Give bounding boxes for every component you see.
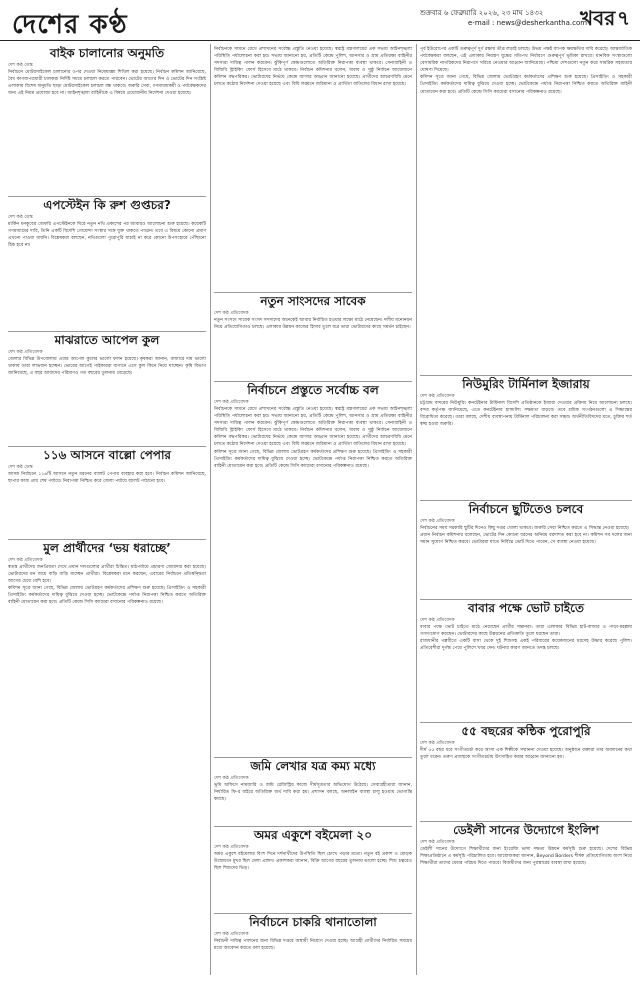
article-temp [214,915,412,975]
article-body: জেলার বিভিন্ন উপজেলায় এবার আপেল কুলের ভালো ফলন হয়েছে। কৃষকরা জানান, বাজারে দাম ভালো থাকায় তারা লাভবান হচ্ছেন। ভোরের আগেই পাইকাররা বাগানে এসে কুল কিনে নিয়ে যাচ্ছেন। কৃষি বিভাগ জানিয়েছে, এ বছর আবাদের পরিমাণও গত বছরের তুলনায় বেড়েছে। [8,357,206,377]
article-votehelp [8,541,206,975]
article-headline: নির্বাচনে প্রস্তুতে সর্বোচ্চ বল [247,383,379,397]
article-top-right [420,46,632,374]
article-tunnel [420,377,632,499]
article-reporter: দেশ কণ্ঠ প্রতিবেদক [420,519,455,524]
article-body: নির্বাচনকে সামনে রেখে প্রশাসনের সর্বোচ্চ প্রস্তুতি নেওয়া হয়েছে। স্বরাষ্ট্র মন্ত্রণালয়ের এক সভায় আইনশৃঙ্খলা পরিস্থিতি পর্যালোচনা করা হয়। সভায় জানানো হয়, প্রতিটি কেন্দ্রে পুলিশ, আনসার ও গ্রাম প্রতিরক্ষা বাহিনীর সদস্যরা দায়িত্ব পালন করবেন। ঝুঁকিপূর্ণ কেন্দ্রগুলোতে অতিরিক্ত নিরাপত্তা ব্যবস্থা থাকবে। সেনাবাহিনী ও বিজিবি স্ট্রাইকিং ফোর্স হিসেবে মাঠে থাকবে। নির্বাচন কমিশনার বলেন, অবাধ ও সুষ্ঠু নির্বাচন আয়োজনে কমিশন বদ্ধপরিকর। ভোটারদের নির্ভয়ে কেন্দ্রে আসার আহ্বান জানানো হয়েছে। প্রার্থীদের আচরণবিধি মেনে চলতে কঠোর নির্দেশনা দেওয়া হয়েছে এবং বিধি লঙ্ঘনে জরিমানা ও প্রার্থিতা বাতিলের বিধান রাখা হয়েছে। [214,407,412,448]
issue-date: শুক্রবার ৬ ফেব্রুয়ারি ২০২৬, ২৩ মাঘ ১৪৩২ [420,9,544,17]
article-body: নতুন সংসদে সাবেক সংসদ সদস্যদের অনেকেই আবার নির্বাচিত হওয়ার লক্ষ্যে মাঠে নেমেছেন। দলীয় মনোনয়ন নিয়ে প্রতিযোগিতাও চলছে। এলাকার উন্নয়ন কাজের হিসাব তুলে ধরে তারা ভোটারদের কাছে সমর্থন চাইছেন। [214,318,412,331]
article-separator [8,539,206,540]
column-divider [416,44,417,975]
article-headline: নির্বাচনে ছুটিতেও চলবে [468,502,584,516]
article-body-extra: প্রধান নির্বাচন কমিশনার বলেছেন, ভোটের দিন কোনো ধরনের অনিয়ম বরদাশত করা হবে না। কমিশন সব দলের জন্য সমান সুযোগ নিশ্চিত করবে। ভোটাররা যাতে নির্বিঘ্নে ভোট দিতে পারেন, সে ব্যবস্থা নেওয়া হয়েছে। [420,533,632,546]
article-separator [8,196,206,197]
article-daily [420,823,632,975]
article-poet [214,828,412,912]
article-separator [420,500,632,501]
article-headline: ৫৫ বছরের কন্ঠিক পুরোপুরি [461,724,591,738]
article-lead [214,383,412,756]
article-reporter: দেশ কণ্ঠ প্রতিবেদক [8,558,43,563]
article-separator [420,821,632,822]
article-mp-top [214,46,412,291]
article-idol [420,724,632,820]
article-body: ডেইলী সানের উদ্যোগে শিক্ষার্থীদের জন্য ইংরেজি ভাষা দক্ষতা উন্নয়ন কর্মসূচি শুরু হয়েছে। দেশের বিভিন্ন শিক্ষাপ্রতিষ্ঠানে এ কর্মসূচি পরিচালিত হবে। আয়োজকরা জানান, Beyond Borders শীর্ষক প্রতিযোগিতায় অংশ নিয়ে শিক্ষার্থীরা তাদের মেধার পরিচয় দিতে পারবে। বিজয়ীদের জন্য পুরস্কারের ব্যবস্থা রাখা হয়েছে। [420,847,632,867]
article-separator [420,599,632,600]
article-forest [8,448,206,538]
article-headline: ডেইলী সানের উদ্যোগে ইংলিশ [453,823,599,837]
article-separator [8,446,206,447]
article-continuation: কমিশন সূত্রে জানা গেছে, বিভিন্ন জেলায় ভোটগ্রহণ কর্মকর্তাদের প্রশিক্ষণ শুরু হয়েছে। প্রিসাইডিং ও সহকারী প্রিসাইডিং কর্মকর্তাদের দায়িত্ব বুঝিয়ে দেওয়া হচ্ছে। ভোটকেন্দ্রে পর্যাপ্ত নিরাপত্তা নিশ্চিত করতে অতিরিক্ত বাহিনী মোতায়েন করা হবে। প্রতিটি কেন্দ্রে সিসি ক্যামেরা বসানোর পরিকল্পনাও রয়েছে। [420,75,632,95]
article-body: নির্বাচনে মোটরসাইকেল চালানোর ওপর দেওয়া নিষেধাজ্ঞা শিথিল করা হয়েছে। নির্বাচন কমিশন জানিয়েছে, বৈধ কাগজপত্রধারী চালকরা নির্দিষ্ট সময়ে চলাচল করতে পারবেন। ভোটের আগের দিন ও ভোটের দিন সংশ্লিষ্ট এলাকায় বিশেষ অনুমতি ছাড়া মোটরসাইকেল চলাচল বন্ধ থাকবে। জরুরি সেবা, গণমাধ্যমকর্মী ও পর্যবেক্ষকদের জন্য এই নিয়ম প্রযোজ্য হবে না। আইনশৃঙ্খলা বাহিনীকে এ বিষয়ে প্রয়োজনীয় নির্দেশনা দেওয়া হয়েছে। [8,70,206,97]
article-separator [214,381,412,382]
article-separator [214,292,412,293]
article-reporter: দেশ কণ্ঠ ডেস্ক [8,465,33,470]
article-body: বাবার পক্ষে ভোট চাইতে মাঠে নেমেছেন প্রার্থীর সন্তানরা। তারা এলাকার বিভিন্ন হাট-বাজার ও পাড়া-মহল্লায় গণসংযোগ করছেন। ভোটারদের কাছে উন্নয়নের প্রতিশ্রুতি তুলে ধরছেন তারা। [420,625,632,638]
article-body: আসন্ন নির্বাচনে ১১৬টি আসনে নতুন ধরনের ব্যালট পেপার ব্যবহার করা হবে। নির্বাচন কমিশন জানিয়েছে, ছাপার কাজ প্রায় শেষ পর্যায়ে। নিরাপত্তা নিশ্চিত করে জেলা পর্যায়ে ব্যালট পাঠানো হবে। [8,472,206,485]
page-number: ৭ [617,6,631,30]
article-continuation: কমিশন সূত্রে জানা গেছে, বিভিন্ন জেলায় ভোটগ্রহণ কর্মকর্তাদের প্রশিক্ষণ শুরু হয়েছে। প্রিসাইডিং ও সহকারী প্রিসাইডিং কর্মকর্তাদের দায়িত্ব বুঝিয়ে দেওয়া হচ্ছে। ভোটকেন্দ্রে পর্যাপ্ত নিরাপত্তা নিশ্চিত করতে অতিরিক্ত বাহিনী মোতায়েন করা হবে। প্রতিটি কেন্দ্রে সিসি ক্যামেরা বসানোর পরিকল্পনাও রয়েছে। [214,449,412,469]
article-headline: মুল প্রার্থীদের ‘ভয় ধরাচ্ছে’ [43,541,171,555]
article-reporter: দেশ কণ্ঠ ডেস্ক [8,63,33,68]
article-body: চট্টগ্রাম বন্দরের নিউমুরিং কনটেইনার টার্মিনাল বিদেশি প্রতিষ্ঠানকে ইজারা দেওয়ার প্রক্রিয়া নিয়ে আলোচনা চলছে। বন্দর কর্তৃপক্ষ জানিয়েছে, এতে কনটেইনার হ্যান্ডলিং সক্ষমতা বাড়বে। তবে শ্রমিক সংগঠনগুলো এ সিদ্ধান্তের বিরোধিতা করেছে। তারা বলছে, দেশীয় ব্যবস্থাপনায় টার্মিনাল পরিচালনা করা সম্ভব। অর্থনীতিবিদদের মতে, চুক্তির শর্ত স্বচ্ছ হওয়া জরুরি। [420,401,632,428]
article-reporter: দেশ কণ্ঠ প্রতিবেদক [420,840,455,845]
article-continuation: কমিশন সূত্রে জানা গেছে, বিভিন্ন জেলায় ভোটগ্রহণ কর্মকর্তাদের প্রশিক্ষণ শুরু হয়েছে। প্রিসাইডিং ও সহকারী প্রিসাইডিং কর্মকর্তাদের দায়িত্ব বুঝিয়ে দেওয়া হচ্ছে। ভোটকেন্দ্রে পর্যাপ্ত নিরাপত্তা নিশ্চিত করতে অতিরিক্ত বাহিনী মোতায়েন করা হবে। প্রতিটি কেন্দ্রে সিসি ক্যামেরা বসানোর পরিকল্পনাও রয়েছে। [8,586,206,606]
article-headline: নতুন সাংসদের সাবেক [260,294,366,308]
article-body: দীর্ঘ ৫৫ বছর ধরে সংগীতচর্চা করে আসা এক শিল্পীকে সম্মাননা দেওয়া হয়েছে। অনুষ্ঠানে বক্তারা তার অবদানের কথা তুলে ধরেন। তরুণ প্রজন্মকে সংগীতচর্চায় উৎসাহিত করার আহ্বান জানানো হয়। [420,748,632,761]
column-divider [210,44,211,975]
article-holiday [420,502,632,598]
article-body: নির্বাচনী দায়িত্ব পালনের জন্য বিভিন্ন দপ্তরে অস্থায়ী নিয়োগ দেওয়া হচ্ছে। আগ্রহী প্রার্থীদের নির্ধারিত সময়ের মধ্যে আবেদন করতে বলা হয়েছে। [214,939,412,952]
section-name: খবর [580,6,616,30]
article-headline: নিউমুরিং টার্মিনাল ইজারায় [462,377,590,391]
newspaper-title: দেশের কণ্ঠ [12,10,128,40]
article-rumor [8,198,206,330]
article-land [214,759,412,825]
article-separator [420,375,632,376]
article-reporter: দেশ কণ্ঠ প্রতিবেদক [420,741,455,746]
article-body: পূর্ব ইউরোপের একটি গুরুত্বপূর্ণ দুর্গ রক্ষায় তীব্র লড়াই চলছে। উভয় পক্ষই ব্যাপক ক্ষয়ক্ষতির দাবি করেছে। আন্তর্জাতিক পর্যবেক্ষকরা বলছেন, এই এলাকার নিয়ন্ত্রণ যুদ্ধের গতিপথ নির্ধারণে গুরুত্বপূর্ণ ভূমিকা রাখবে। মানবিক সংস্থাগুলো বেসামরিক নাগরিকদের নিরাপদে সরিয়ে নেওয়ার আহ্বান জানিয়েছে। পশ্চিমা দেশগুলো নতুন করে সামরিক সহায়তার ঘোষণা দিয়েছে। [420,47,632,74]
article-reporter: দেশ কণ্ঠ প্রতিবেদক [214,776,249,781]
article-reporter: দেশ কণ্ঠ প্রতিবেদক [8,350,43,355]
article-body: অমর একুশে বইমেলার বিংশ দিনে দর্শনার্থীদের উপস্থিতি ছিল চোখে পড়ার মতো। নতুন বই প্রকাশ ও মোড়ক উন্মোচনে মুখর ছিল মেলা প্রাঙ্গণ। প্রকাশকরা জানান, বিক্রি আগের বছরের তুলনায় ভালো হচ্ছে। শিশু চত্বরেও ছিল শিশুদের ভিড়। [214,852,412,872]
contact-email[interactable]: e-mail : news@desherkantha.com [468,19,588,27]
article-separator [214,757,412,758]
article-reporter: দেশ কণ্ঠ প্রতিবেদক [214,311,249,316]
article-reporter: দেশ কণ্ঠ ডেস্ক [8,215,33,220]
article-body: নির্বাচনের সময় সরকারি ছুটির দিনেও কিছু দপ্তর খোলা থাকবে। জরুরি সেবা নিশ্চিত করতে এ সিদ্ধান্ত নেওয়া হয়েছে। [420,526,630,531]
article-headline: জমি লেখার যত্র কম্য মধ্যে [250,759,376,773]
article-headline: ১১৬ আসনে বাল্লো পেপার [42,448,172,462]
article-headline: বাবার পক্ষে ভোট চাইতে [468,601,584,615]
article-headline: অমর একুশে বইমেলা ২০ [253,828,373,842]
article-headline: নির্বাচনে চাকরি থানাতোলা [249,915,377,929]
article-father [420,601,632,721]
article-body: স্বতন্ত্র প্রার্থীদের জনপ্রিয়তা দেখে প্রধান দলগুলোর প্রার্থীরা চিন্তিত। মাঠপর্যায়ে প্রচারণা জোরদার করা হয়েছে। ভোটারদের মন জয়ে বাড়ি বাড়ি যাচ্ছেন প্রার্থীরা। বিশ্লেষকরা মনে করছেন, এবারের নির্বাচনে প্রতিদ্বন্দ্বিতা আগের চেয়ে বেশি হবে। [8,565,206,585]
article-bike [8,46,206,194]
article-separator [214,826,412,827]
article-apple [8,333,206,445]
article-reporter: দেশ কণ্ঠ প্রতিবেদক [214,400,249,405]
article-reporter: দেশ কণ্ঠ প্রতিবেদক [420,394,455,399]
article-separator [420,722,632,723]
article-reporter: দেশ কণ্ঠ প্রতিবেদক [214,845,249,850]
article-reporter: দেশ কণ্ঠ প্রতিবেদক [214,932,249,937]
article-body: ভূমি অফিসে নামজারি ও জমি রেজিস্ট্রির কাজে দীর্ঘসূত্রতার অভিযোগ উঠেছে। সেবাগ্রহীতারা জানান, নির্ধারিত ফি-র বাইরে অতিরিক্ত অর্থ দাবি করা হয়। প্রশাসন বলছে, অনলাইন ব্যবস্থা চালু হওয়ায় ভোগান্তি কমছে। [214,783,412,803]
article-body: মার্কিন ধনকুবের জেফরি এপস্টেইনকে ঘিরে নতুন নথি প্রকাশের পর আবারও আলোচনা শুরু হয়েছে। কয়েকটি গণমাধ্যমের দাবি, তিনি একটি বিদেশি গোয়েন্দা সংস্থার সঙ্গে যুক্ত থাকতে পারেন। তবে এ বিষয়ে কোনো প্রমাণ এখনো পাওয়া যায়নি। বিশ্লেষকরা বলছেন, নথিগুলো পুরোপুরি যাচাই না করে কোনো উপসংহারে পৌঁছানো ঠিক হবে না। [8,222,206,249]
article-separator [214,913,412,914]
article-body: নির্বাচনকে সামনে রেখে প্রশাসনের সর্বোচ্চ প্রস্তুতি নেওয়া হয়েছে। স্বরাষ্ট্র মন্ত্রণালয়ের এক সভায় আইনশৃঙ্খলা পরিস্থিতি পর্যালোচনা করা হয়। সভায় জানানো হয়, প্রতিটি কেন্দ্রে পুলিশ, আনসার ও গ্রাম প্রতিরক্ষা বাহিনীর সদস্যরা দায়িত্ব পালন করবেন। ঝুঁকিপূর্ণ কেন্দ্রগুলোতে অতিরিক্ত নিরাপত্তা ব্যবস্থা থাকবে। সেনাবাহিনী ও বিজিবি স্ট্রাইকিং ফোর্স হিসেবে মাঠে থাকবে। নির্বাচন কমিশনার বলেন, অবাধ ও সুষ্ঠু নির্বাচন আয়োজনে কমিশন বদ্ধপরিকর। ভোটারদের নির্ভয়ে কেন্দ্রে আসার আহ্বান জানানো হয়েছে। প্রার্থীদের আচরণবিধি মেনে চলতে কঠোর নির্দেশনা দেওয়া হয়েছে এবং বিধি লঙ্ঘনে জরিমানা ও প্রার্থিতা বাতিলের বিধান রাখা হয়েছে। [214,47,412,88]
article-headline: বাইক চালানোর অনুমতি [49,46,165,60]
article-body-extra: রাজধানীর পল্লবীতে একটি বাসা থেকে দুই শিশুসহ একই পরিবারের কয়েকজনের মরদেহ উদ্ধার করেছে পুলিশ। প্রতিবেশীরা দুর্গন্ধ পেয়ে পুলিশে খবর দেন। ঘটনার কারণ জানতে তদন্ত চলছে। [420,639,632,652]
article-mp [214,294,412,380]
masthead [0,0,640,41]
article-headline: এপস্টেইন কি রুশ গুপ্তচর? [43,198,171,212]
article-reporter: দেশ কণ্ঠ প্রতিবেদক [420,618,455,623]
article-separator [8,331,206,332]
article-headline: মাঝরাতে আপেল কুল [54,333,160,347]
